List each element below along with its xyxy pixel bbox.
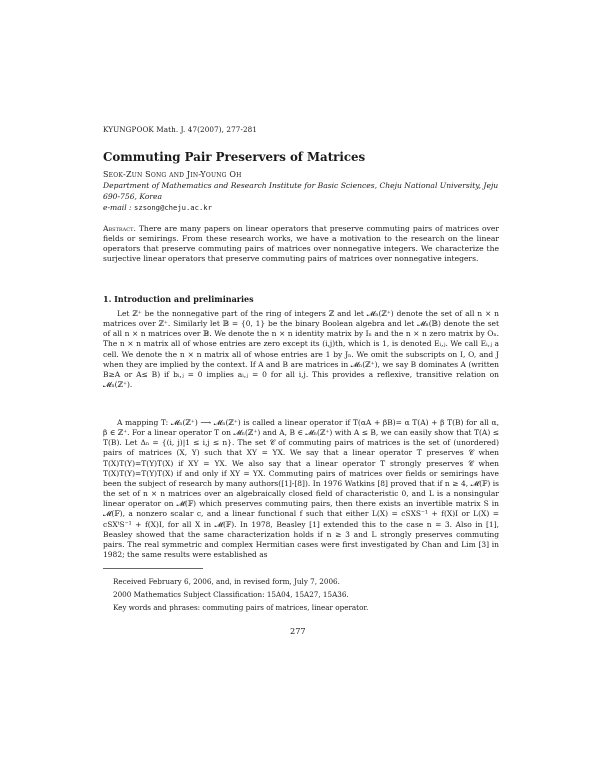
email-label: e-mail : [103,203,132,212]
paper-title: Commuting Pair Preservers of Matrices [103,150,366,164]
paragraph: A mapping T: 𝓜ₙ(ℤ⁺) ⟶ 𝓜ₙ(ℤ⁺) is called a linear operator if T(αA + βB)= α T(A) + β T(B) for all α, β ∈ ℤ⁺. For a linear operator T on 𝓜ₙ(ℤ⁺) and A, B ∈ 𝓜ₙ(ℤ⁺) with A ≤ B, we can easily show that T(A) ≤ T(B). Let Δₙ = {(i, j)|1 ≤ i,j ≤ n}. The set 𝒞 of commuting pairs of matrices is the set of (unordered) pairs of matrices (X, Y) such that XY = YX. We say that a linear operator T preserves 𝒞 when T(X)T(Y)=T(Y)T(X) if XY = YX. We also say that a linear operator T strongly preserves 𝒞 when T(X)T(Y)=T(Y)T(X) if and only if XY = YX. Commuting pairs of matrices over fields or semirings have been the subject of research by many authors([1]-[8]). In 1976 Watkins [8] proved that if n ≥ 4, 𝓜(𝔽) is the set of n × n matrices over an algebraically closed field of characteristic 0, and L is a nonsingular linear operator on 𝓜(𝔽) which preserves commuting pairs, then there exists an invertible matrix S in 𝓜(𝔽), a nonzero scalar c, and a linear functional f such that either L(X) = cSXS⁻¹ + f(X)I or L(X) = cSXᵗS⁻¹ + f(X)I, for all X in 𝓜(𝔽). In 1978, Beasley [1] extended this to the case n = 3. Also in [1], Beasley showed that the same characterization holds if n ≥ 3 and L strongly preserves commuting pairs. The real symmetric and complex Hermitian cases were first investigated by Chan and Lim [3] in 1982; the same results were established as [103,418,499,560]
email-address[interactable]: szsong@cheju.ac.kr [134,203,212,212]
abstract-label: Abstract. [103,224,136,233]
page-number: 277 [290,626,306,636]
footnote-keywords: Key words and phrases: commuting pairs of matrices, linear operator. [113,603,369,612]
abstract-text: There are many papers on linear operators that preserve commuting pairs of matrices over fields or semirings. From these research works, we have a motivation to the research on the linear operators that preserve commuting pairs of matrices over nonnegative integers. We characterize the surjective linear operators that preserve commuting pairs of matrices over nonnegative integers. [103,224,499,264]
abstract [103,224,499,264]
footnote-received: Received February 6, 2006, and, in revised form, July 7, 2006. [113,577,340,586]
paragraph: Let ℤ⁺ be the nonnegative part of the ring of integers ℤ and let 𝓜ₙ(ℤ⁺) denote the set of all n × n matrices over ℤ⁺. Similarly let 𝔹 = {0, 1} be the binary Boolean algebra and let 𝓜ₙ(𝔹) denote the set of all n × n matrices over 𝔹. We denote the n × n identity matrix by Iₙ and the n × n zero matrix by Oₙ. The n × n matrix all of whose entries are zero except its (i,j)th, which is 1, is denoted Eᵢ,ⱼ. We call Eᵢ,ⱼ a cell. We denote the n × n matrix all of whose entries are 1 by Jₙ. We omit the subscripts on I, O, and J when they are implied by the context. If A and B are matrices in 𝓜ₙ(ℤ⁺), we say B dominates A (written B≥A or A≤ B) if bᵢ,ⱼ = 0 implies aᵢ,ⱼ = 0 for all i,j. This provides a reflexive, transitive relation on 𝓜ₙ(ℤ⁺). [103,309,499,390]
authors: Seok-Zun Song and Jin-Young Oh [103,170,242,179]
section-heading: 1. Introduction and preliminaries [103,294,254,304]
footnote-divider [103,568,203,569]
journal-header: KYUNGPOOK Math. J. 47(2007), 277-281 [103,125,257,134]
email-line [103,203,212,212]
affiliation: Department of Mathematics and Research Institute for Basic Sciences, Cheju National University, Jeju 690-756, Korea [103,181,499,201]
footnote-classification: 2000 Mathematics Subject Classification: 15A04, 15A27, 15A36. [113,590,349,599]
